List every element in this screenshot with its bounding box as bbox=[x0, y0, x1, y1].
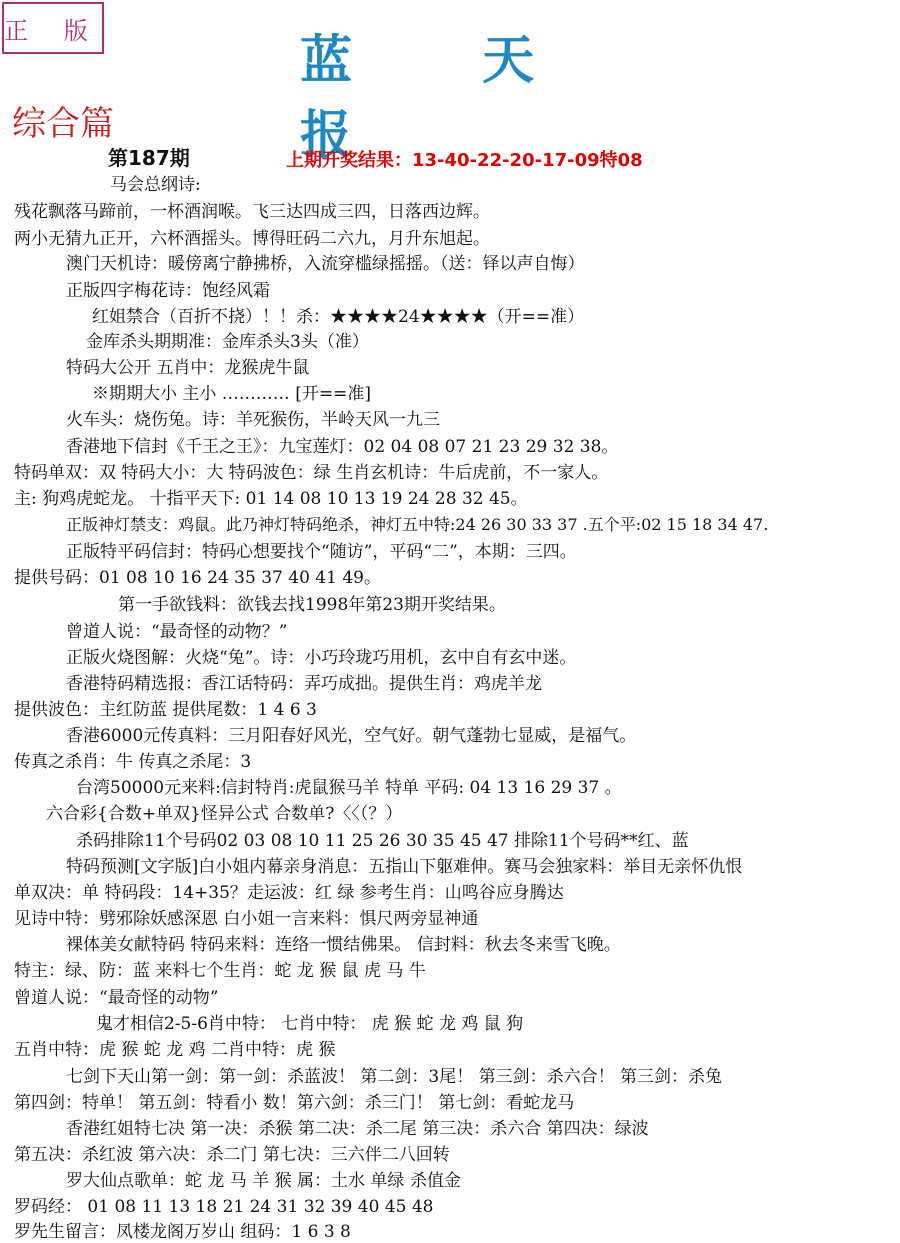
text-line: 鬼才相信2-5-6肖中特： 七肖中特： 虎 猴 蛇 龙 鸡 鼠 狗 bbox=[96, 1014, 524, 1034]
text-line: 金库杀头期期准：金库杀头3头（准） bbox=[86, 332, 369, 352]
text-line: 提供号码：01 08 10 16 24 35 37 40 41 49。 bbox=[14, 568, 381, 588]
text-line: 残花飘落马蹄前，一杯酒润喉。飞三达四成三四，日落西边辉。 bbox=[14, 202, 490, 222]
text-line: 红姐禁合（百折不挠）！！杀：★★★★24★★★★（开==准） bbox=[92, 307, 585, 327]
genuine-edition-badge: 正 版 bbox=[2, 2, 104, 54]
text-line: 提供波色：主红防蓝 提供尾数：1 4 6 3 bbox=[14, 700, 317, 720]
text-line: 罗先生留言：凤楼龙阁万岁山 组码：1 6 3 8 bbox=[14, 1222, 351, 1242]
last-draw-result: 上期开奖结果：13-40-22-20-17-09特08 bbox=[286, 150, 643, 171]
text-line: 罗大仙点歌单：蛇 龙 马 羊 猴 属：土水 单绿 杀值金 bbox=[66, 1171, 461, 1191]
text-line: 第一手欲钱料：欲钱去找1998年第23期开奖结果。 bbox=[118, 595, 506, 615]
text-line: 特码单双：双 特码大小：大 特码波色：绿 生肖玄机诗：牛后虎前，不一家人。 bbox=[14, 463, 609, 483]
text-line: 五肖中特：虎 猴 蛇 龙 鸡 二肖中特：虎 猴 bbox=[14, 1040, 336, 1060]
text-line: 特主：绿、防：蓝 来料七个生肖：蛇 龙 猴 鼠 虎 马 牛 bbox=[14, 961, 426, 981]
text-line: 正版火烧图解：火烧“兔”。诗：小巧玲珑巧用机，玄中自有玄中迷。 bbox=[66, 648, 577, 668]
newspaper-title: 蓝 天 报 bbox=[300, 31, 591, 166]
text-line: 台湾50000元来料:信封特肖:虎鼠猴马羊 特单 平码: 04 13 16 29 37 。 bbox=[76, 778, 622, 798]
text-line: 正版神灯禁支：鸡鼠。此乃神灯特码绝杀，神灯五中特:24 26 30 33 37 .五个平:02 15 18 34 47. bbox=[66, 515, 769, 534]
text-line: 香港特码精选报：香江话特码：弄巧成拙。提供生肖：鸡虎羊龙 bbox=[66, 674, 542, 694]
text-line: 香港红姐特七决 第一决：杀猴 第二决：杀二尾 第三决：杀六合 第四决：绿波 bbox=[66, 1119, 649, 1139]
text-line: 两小无猜九正开，六杯酒摇头。博得旺码二六九，月升东旭起。 bbox=[14, 229, 490, 249]
text-line: 火车头：烧伤兔。诗：羊死猴伤，半岭天风一九三 bbox=[66, 410, 440, 430]
text-line: 特码大公开 五肖中：龙猴虎牛鼠 bbox=[66, 358, 310, 378]
text-line: 罗码经： 01 08 11 13 18 21 24 31 32 39 40 45 48 bbox=[14, 1197, 434, 1217]
section-title: 综合篇 bbox=[12, 104, 114, 144]
text-line: 曾道人说：“最奇怪的动物” bbox=[14, 988, 219, 1008]
text-line: 香港地下信封《千王之王》：九宝莲灯：02 04 08 07 21 23 29 32 38。 bbox=[66, 437, 619, 457]
text-line: 主: 狗鸡虎蛇龙。 十指平天下: 01 14 08 10 13 19 24 28 32 45。 bbox=[14, 489, 528, 509]
text-line: 裸体美女献特码 特码来料：连络一惯结佛果。 信封料：秋去冬来雪飞晚。 bbox=[66, 935, 621, 955]
text-line: 曾道人说：“最奇怪的动物？” bbox=[66, 622, 288, 642]
text-line: 特码预测[文字版]白小姐内幕亲身消息：五指山下躯难伸。赛马会独家料：举目无亲怀仇恨 bbox=[66, 857, 743, 877]
text-line: 见诗中特：劈邪除妖感深恩 白小姐一言来料：惧尺两旁显神通 bbox=[14, 909, 479, 929]
text-line: 马会总纲诗: bbox=[110, 175, 201, 195]
text-line: 香港6000元传真料：三月阳春好风光，空气好。朝气蓬勃七显威，是福气。 bbox=[66, 726, 637, 746]
text-line: 澳门天机诗：暖傍离宁静拂桥，入流穿槛绿摇摇。（送：铎以声自悔） bbox=[66, 254, 585, 274]
text-line: 正版四字梅花诗：饱经风霜 bbox=[66, 281, 270, 301]
text-line: 七剑下天山第一剑：第一剑：杀蓝波！ 第二剑：3尾！ 第三剑：杀六合！ 第三剑：杀兔 bbox=[66, 1067, 723, 1087]
text-line: 传真之杀肖：牛 传真之杀尾：3 bbox=[14, 752, 252, 772]
text-line: ※期期大小 主小 ………… [开==准] bbox=[92, 384, 371, 404]
text-line: 正版特平码信封：特码心想要找个“随访”，平码“二”，本期：三四。 bbox=[66, 542, 577, 562]
issue-number: 第187期 bbox=[108, 146, 190, 170]
text-line: 六合彩{合数+单双}怪异公式 合数单?〈〈（？） bbox=[46, 804, 403, 824]
text-line: 第四剑：特单！ 第五剑：特看小 数！第六剑：杀三门！ 第七剑：看蛇龙马 bbox=[14, 1093, 575, 1113]
text-line: 杀码排除11个号码02 03 08 10 11 25 26 30 35 45 47 排除11个号码**红、蓝 bbox=[76, 831, 689, 851]
text-line: 第五决：杀红波 第六决：杀二门 第七决：三六伴二八回转 bbox=[14, 1145, 450, 1165]
text-line: 单双决：单 特码段：14+35？走运波：红 绿 参考生肖：山鸣谷应身腾达 bbox=[14, 883, 564, 903]
